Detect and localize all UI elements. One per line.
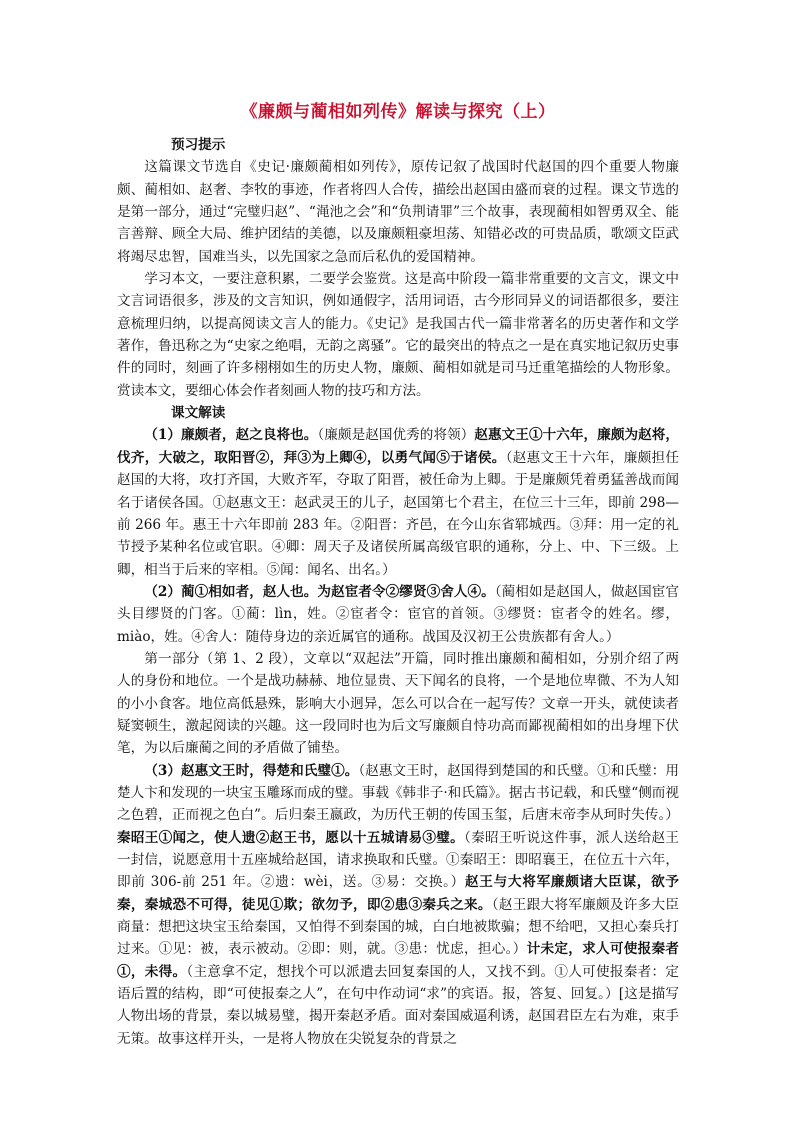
section-heading-interpretation: 课文解读 xyxy=(171,405,226,422)
paragraph-analysis-part1: 第一部分（第 1、2 段），文章以“双起法”开篇，同时推出廉颇和蔺相如，分别介绍了两人的身份和地位。一个是战功赫赫、地位显贵、天下闻名的良将，一个是地位卑微、不为人知的小小食客。地位高低悬殊，影响大小迥异，怎么可以合在一起写传？文章一开头，就使读者疑窦顿生，激起阅读的兴趣。这一段同时也为后文写廉颇自恃功高而鄙视蔺相如的出身埋下伏笔，为以后廉蔺之间的矛盾做了铺垫。 xyxy=(117,650,679,757)
annotation-text: （赵惠文王时，赵国得到楚国的和氏璧。①和氏璧：用楚人卞和发现的一块宝玉雕琢而成的璧。事载《韩非子·和氏篇》。据古书记载，和氏璧“侧而视之色碧，正而视之色白”。后归秦王嬴政，为历代王朝的传国玉玺，后唐末帝李从珂时失传。） xyxy=(117,762,679,824)
original-text: 秦昭王①闻之，使人遗②赵王书，愿以十五城请易③璧。 xyxy=(117,829,464,846)
annotation-text: （秦昭王听说这件事，派人送给赵王一封信，说愿意用十五座城给赵国，请求换取和氏璧。①秦昭王：即昭襄王，在位五十六年，即前 306-前 251 年。②遗：wèi，送。③易：交换。） xyxy=(117,829,679,891)
annotation-text: （廉颇是赵国优秀的将领） xyxy=(317,427,475,444)
paragraph-preview-2: 学习本文，一要注意积累，二要学会鉴赏。这是高中阶段一篇非常重要的文言文，课文中文言词语很多，涉及的文言知识，例如通假字，活用词语，古今形同异义的词语都很多，要注意梳理归纳，以提高阅读文言人的能力。《史记》是我国古代一篇非常著名的历史著作和文学著作，鲁迅称之为“史家之绝唱，无韵之离骚”。它的最突出的特点之一是在真实地记叙历史事件的同时，刻画了许多栩栩如生的历史人物，廉颇、蔺相如就是司马迁重笔描绘的人物形象。赏读本文，要细心体会作者刻画人物的技巧和方法。 xyxy=(117,271,679,399)
paragraph-preview-1: 这篇课文节选自《史记·廉颇蔺相如列传》，原传记叙了战国时代赵国的四个重要人物廉颇、蔺相如、赵奢、李牧的事迹，作者将四人合传，描绘出赵国由盛而衰的过程。课文节选的是第一部分，通过“完璧归赵”、“渑池之会”和“负荆请罪”三个故事，表现蔺相如智勇双全、能言善辩、顾全大局、维护团结的美德，以及廉颇粗豪坦荡、知错必改的可贵品质，歌颂文臣武将竭尽忠智，国难当头，以先国家之急而后私仇的爱国精神。 xyxy=(117,159,679,265)
original-text: （1）廉颇者，赵之良将也。 xyxy=(144,427,318,444)
section-heading-preview: 预习提示 xyxy=(171,137,226,153)
annotation-text: （赵王跟大将军廉颇及许多大臣商量：想把这块宝玉给秦国，又怕得不到秦国的城，白白地被欺骗；想不给吧，又担心秦兵打过来。①见：被，表示被动。②即：则，就。③患：忧虑，担心。） xyxy=(117,896,679,958)
page-title: 《廉颇与蔺相如列传》解读与探究（上） xyxy=(240,102,556,122)
annotation-text: （主意拿不定，想找个可以派遣去回复秦国的人，又找不到。①人可使报秦者：定语后置的结构，即“可使报秦之人”，在句中作动词“求”的宾语。报，答复、回复。）[这是描写人物出场的背景，秦以城易璧，揭开秦赵矛盾。面对秦国威逼利诱，赵国君臣左右为难，束手无策。故事这样开头，一是将人物放在尖锐复杂的背景之 xyxy=(117,963,680,1047)
paragraph-interpretation-2 xyxy=(117,581,679,648)
paragraph-interpretation-1 xyxy=(117,424,679,580)
annotation-text: （赵惠文王十六年，廉颇担任赵国的大将，攻打齐国，大败齐军，夺取了阳晋，被任命为上卿。于是廉颇凭着勇猛善战而闻名于诸侯各国。①赵惠文王：赵武灵王的儿子，赵国第七个君主，在位三十三年，即前 298—前 266 年。惠王十六年即前 283 年。②阳晋：齐邑，在今山东省郓城西。③拜：用一定的礼节授予某种名位或官职。④卿：周天子及诸侯所属高级官职的通称，分上、中、下三级。上卿，相当于后来的宰相。⑤闻：闻名、出名。） xyxy=(117,449,679,578)
paragraph-interpretation-3 xyxy=(117,760,679,1050)
original-text: （2）蔺①相如者，赵人也。为赵宦者令②缪贤③舍人④。 xyxy=(144,583,495,600)
annotation-text: （蔺相如是赵国人，做赵国宦官头目缪贤的门客。①蔺：lìn，姓。②宦者令：宦官的首领。③缪贤：宦者令的姓名。缪，miào，姓。④舍人：随侍身边的亲近属官的通称。战国及汉初王公贵族都有舍人。） xyxy=(117,583,679,645)
original-text: 赵王与大将军廉颇诸大臣谋，欲予秦，秦城恐不可得，徒见①欺；欲勿予，即②患③秦兵之来。 xyxy=(117,874,679,913)
original-text: 赵惠文王①十六年，廉颇为赵将，伐齐，大破之，取阳晋②，拜③为上卿④，以勇气闻⑤于诸侯。 xyxy=(117,427,679,466)
original-text: （3）赵惠文王时，得楚和氏璧①。 xyxy=(144,762,359,779)
original-text: 计未定，求人可使报秦者①，未得。 xyxy=(117,941,680,980)
document-page xyxy=(117,100,679,1050)
